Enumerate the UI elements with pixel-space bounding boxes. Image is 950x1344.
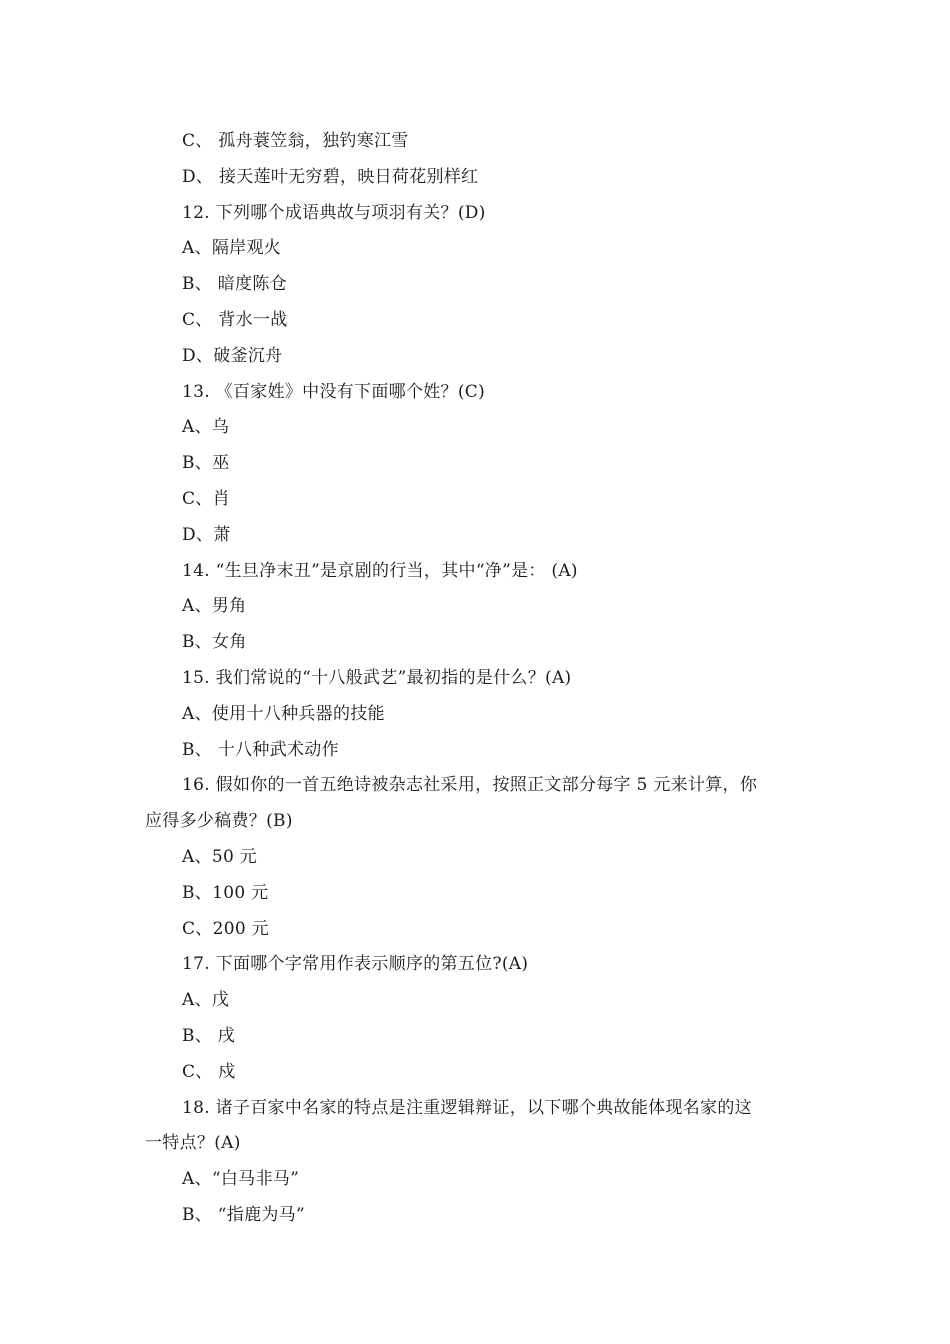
question-18 — [145, 1091, 810, 1163]
option-line: C、 背水一战 — [182, 309, 288, 330]
option-line: B、 十八种武术动作 — [182, 739, 339, 760]
option-line: A、隔岸观火 — [182, 238, 282, 259]
option-line: D、 接天莲叶无穷碧，映日荷花别样红 — [182, 166, 479, 187]
option-line: C、200 元 — [182, 918, 269, 939]
option-line: C、肖 — [182, 488, 230, 509]
option-line: B、 戌 — [182, 1025, 236, 1046]
question-line: 15. 我们常说的“十八般武艺”最初指的是什么？(A) — [182, 667, 572, 688]
option-line: A、戊 — [182, 990, 230, 1011]
option-line: B、巫 — [182, 453, 230, 474]
option-line: A、男角 — [182, 596, 247, 617]
question-line: 18. 诸子百家中名家的特点是注重逻辑辩证，以下哪个典故能体现名家的这 — [182, 1097, 752, 1118]
document-body — [145, 124, 810, 1234]
question-line: 13. 《百家姓》中没有下面哪个姓？(C) — [182, 381, 486, 402]
option-line: A、“白马非马” — [182, 1169, 300, 1190]
option-line: B、100 元 — [182, 882, 269, 903]
option-line: D、破釜沉舟 — [182, 345, 283, 366]
option-line: B、 暗度陈仓 — [182, 274, 287, 295]
question-line: 12. 下列哪个成语典故与项羽有关？(D) — [182, 202, 486, 223]
option-line: C、 戍 — [182, 1061, 236, 1082]
option-line: A、使用十八种兵器的技能 — [182, 703, 385, 724]
option-line: A、乌 — [182, 417, 230, 438]
question-continuation: 一特点？(A) — [145, 1133, 241, 1154]
option-line: D、萧 — [182, 524, 231, 545]
question-line: 16. 假如你的一首五绝诗被杂志社采用，按照正文部分每字 5 元来计算，你 — [182, 775, 758, 796]
question-16 — [145, 768, 810, 840]
option-line: A、50 元 — [182, 846, 258, 867]
question-continuation: 应得多少稿费？(B) — [145, 811, 293, 832]
option-line: B、女角 — [182, 632, 247, 653]
option-line: B、 “指鹿为马” — [182, 1204, 305, 1225]
question-line: 17. 下面哪个字常用作表示顺序的第五位?(A) — [182, 954, 529, 975]
option-line: C、 孤舟蓑笠翁，独钓寒江雪 — [182, 131, 409, 151]
question-line: 14. “生旦净末丑”是京剧的行当，其中“净”是： (A) — [182, 560, 578, 581]
